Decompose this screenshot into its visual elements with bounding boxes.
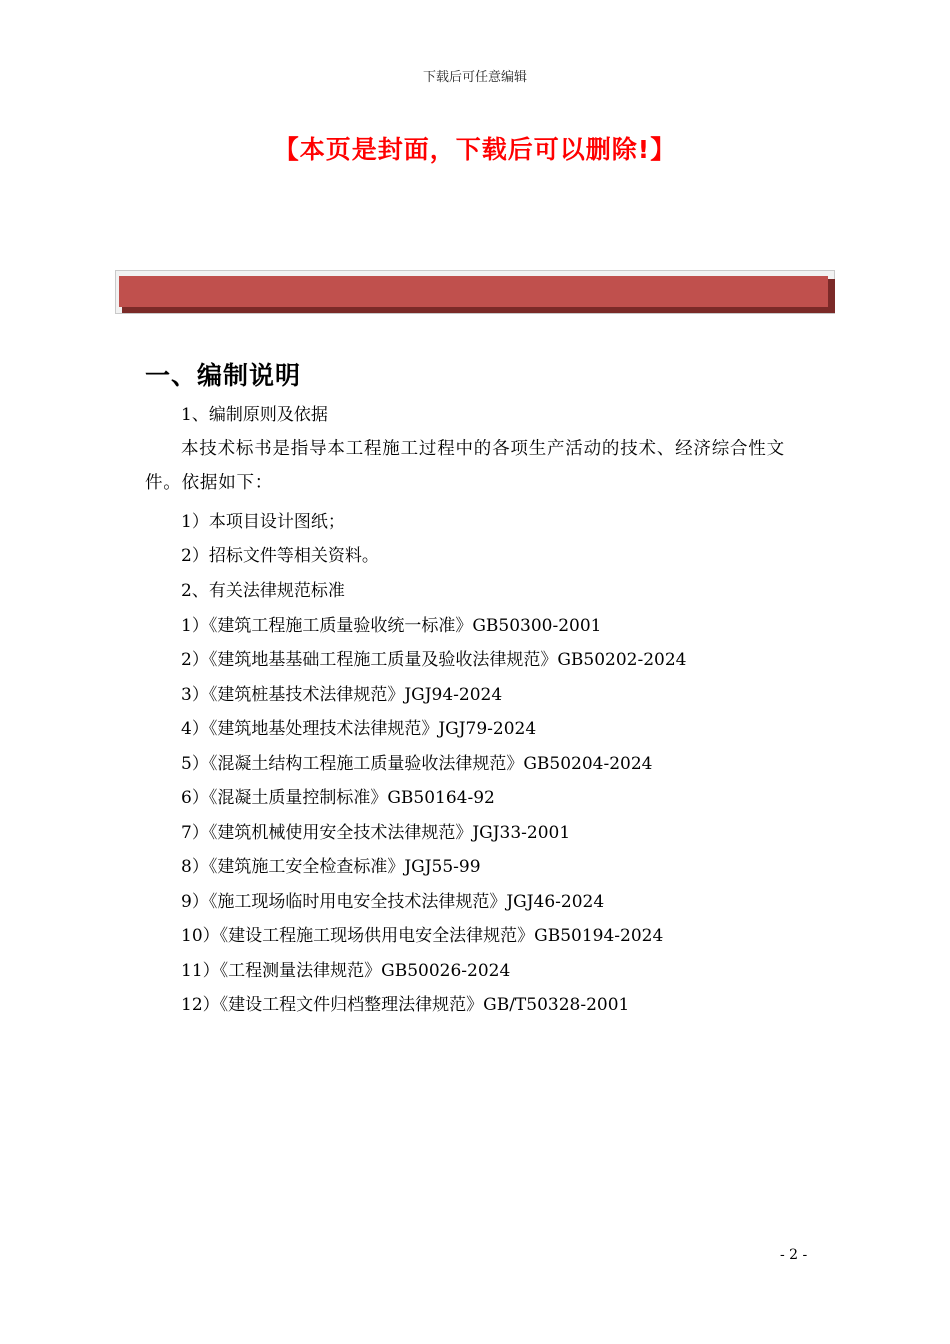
standard-item: 2）《建筑地基基础工程施工质量及验收法律规范》GB50202-2024	[181, 650, 687, 670]
basis-item: 2）招标文件等相关资料。	[181, 546, 379, 566]
banner-bar	[119, 276, 828, 307]
standard-item: 10）《建设工程施工现场供用电安全法律规范》GB50194-2024	[181, 926, 664, 946]
subsection-title-principles: 1、编制原则及依据	[181, 405, 328, 425]
standard-item: 8）《建筑施工安全检查标准》JGJ55-99	[181, 857, 481, 877]
standard-item: 9）《施工现场临时用电安全技术法律规范》JGJ46-2024	[181, 892, 605, 912]
decorative-banner	[115, 270, 835, 314]
standard-item: 4）《建筑地基处理技术法律规范》JGJ79-2024	[181, 719, 537, 739]
page-number: - 2 -	[780, 1247, 808, 1263]
standard-item: 5）《混凝土结构工程施工质量验收法律规范》GB50204-2024	[181, 754, 653, 774]
header-note: 下载后可任意编辑	[422, 70, 527, 85]
basis-item: 1）本项目设计图纸；	[181, 512, 345, 532]
standard-item: 6）《混凝土质量控制标准》GB50164-92	[181, 788, 495, 808]
intro-paragraph: 本技术标书是指导本工程施工过程中的各项生产活动的技术、经济综合性文件。依据如下：	[145, 439, 785, 493]
standard-item: 11）《工程测量法律规范》GB50026-2024	[181, 961, 511, 981]
section-title: 一、编制说明	[145, 361, 302, 390]
standard-item: 3）《建筑桩基技术法律规范》JGJ94-2024	[181, 685, 503, 705]
standard-item: 12）《建设工程文件归档整理法律规范》GB/T50328-2001	[181, 995, 630, 1015]
standard-item: 7）《建筑机械使用安全技术法律规范》JGJ33-2001	[181, 823, 571, 843]
subsection-title-standards: 2、有关法律规范标准	[181, 581, 345, 601]
standard-item: 1）《建筑工程施工质量验收统一标准》GB50300-2001	[181, 616, 602, 636]
cover-notice: 【本页是封面，下载后可以删除!】	[273, 135, 677, 164]
